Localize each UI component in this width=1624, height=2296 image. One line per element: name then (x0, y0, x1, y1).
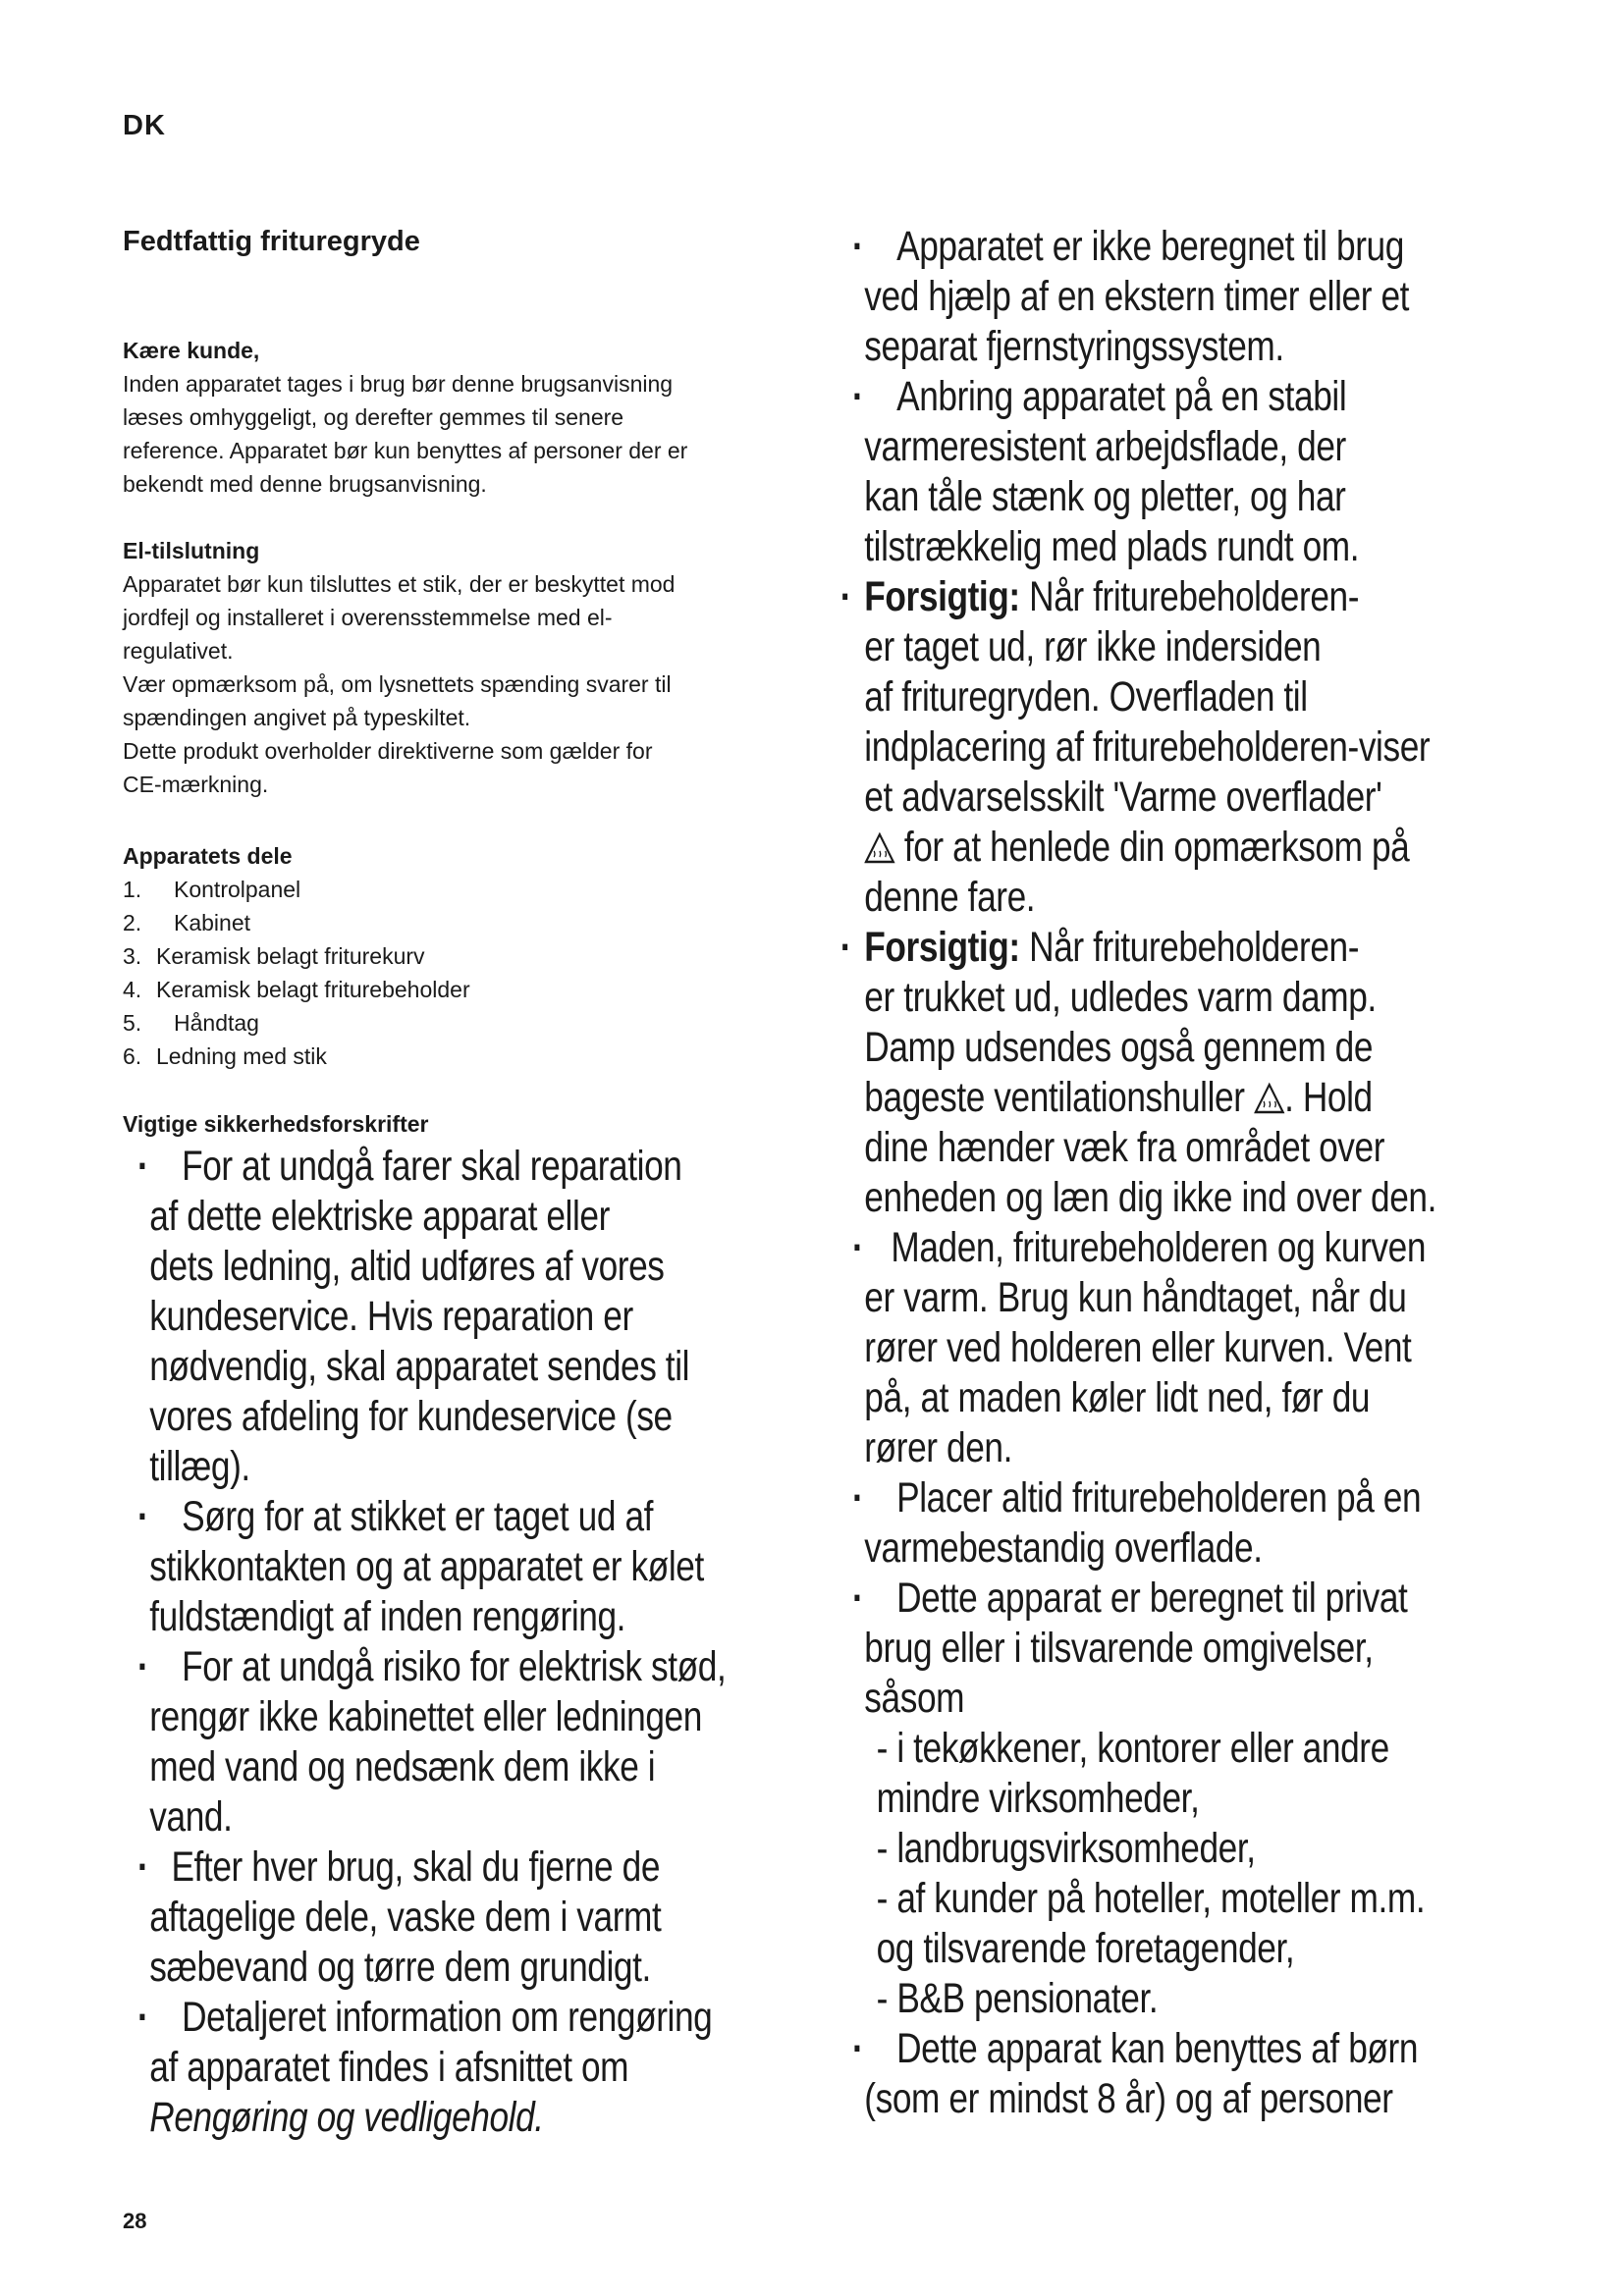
list-item (137, 1492, 862, 1642)
bullet-icon: · (852, 223, 864, 270)
document-title: Fedtfattig frituregryde (123, 226, 420, 257)
bullet-icon: · (852, 2025, 864, 2072)
right-bullet-text (839, 222, 1593, 2124)
list-item (123, 973, 771, 1006)
line: dets ledning, altid udføres af vores (149, 1243, 665, 1290)
sub-line: - af kunder på hoteller, moteller m.m. (876, 1875, 1426, 1922)
line: rengør ikke kabinettet eller ledningen (149, 1693, 702, 1740)
sub-line: mindre virksomheder, (876, 1775, 1200, 1822)
page-number: 28 (123, 2209, 147, 2233)
item-label: Ledning med stik (156, 1043, 327, 1069)
intro-heading: Kære kunde, (123, 338, 260, 363)
list-item (852, 372, 1593, 572)
item-label: Håndtag (174, 1010, 259, 1036)
line: vores afdeling for kundeservice (se (149, 1393, 673, 1440)
warning-hot-surface-icon (864, 831, 894, 865)
parts-heading: Apparatets dele (123, 843, 293, 869)
line: kan tåle stænk og pletter, og har (864, 473, 1346, 520)
bullet-icon: · (137, 1643, 149, 1690)
line: . Hold (1284, 1074, 1373, 1121)
line: tilstrækkelig med plads rundt om. (864, 523, 1360, 570)
list-item (852, 1473, 1593, 1574)
line: er taget ud, rør ikke indersiden (864, 623, 1322, 670)
item-label: Kontrolpanel (174, 877, 301, 902)
line: af apparatet findes i afsnittet om (149, 2044, 629, 2091)
line: For at undgå farer skal reparation (182, 1143, 682, 1190)
item-number: 1. (123, 877, 142, 902)
line: kundeservice. Hvis reparation er (149, 1293, 633, 1340)
list-item (852, 1223, 1593, 1473)
el-line: CE-mærkning. (123, 772, 269, 797)
line: Sørg for at stikket er taget ud af (182, 1493, 654, 1540)
list-item (137, 1842, 862, 1993)
bullet-icon: · (839, 573, 852, 620)
line: Når friturebeholderen- (1019, 573, 1360, 620)
line: såsom (864, 1675, 965, 1722)
line: dine hænder væk fra området over (864, 1124, 1385, 1171)
line: bageste ventilationshuller (864, 1074, 1254, 1121)
el-line: regulativet. (123, 638, 234, 664)
line: sæbevand og tørre dem grundigt. (149, 1944, 651, 1991)
line: indplacering af friturebeholderen-viser (864, 723, 1431, 771)
list-item (852, 2024, 1593, 2124)
line: fuldstændigt af inden rengøring. (149, 1593, 626, 1640)
line: vand. (149, 1793, 233, 1841)
item-label: Keramisk belagt friturekurv (156, 943, 425, 969)
item-number: 6. (123, 1043, 142, 1069)
item-label: Kabinet (174, 910, 251, 935)
right-bullet-column (839, 222, 1624, 2124)
intro-line: reference. Apparatet bør kun benyttes af personer der er (123, 438, 688, 463)
italic-reference: Rengøring og vedligehold. (149, 2094, 544, 2141)
line: af frituregryden. Overfladen til (864, 673, 1308, 721)
line: af dette elektriske apparat eller (149, 1193, 610, 1240)
sub-line: - B&B pensionater. (876, 1975, 1159, 2022)
el-heading: El-tilslutning (123, 538, 260, 563)
intro-line: bekendt med denne brugsanvisning. (123, 471, 487, 497)
line: Detaljeret information om rengøring (182, 1994, 713, 2041)
bullet-icon: · (852, 1224, 864, 1271)
line: tillæg). (149, 1443, 250, 1490)
warning-hot-surface-icon (1254, 1082, 1284, 1115)
el-line: Apparatet bør kun tilsluttes et stik, der er beskyttet mod (123, 571, 676, 597)
bullet-icon: · (852, 1474, 864, 1522)
intro-section (123, 334, 771, 501)
item-number: 3. (123, 943, 142, 969)
line: Når friturebeholderen- (1019, 924, 1360, 971)
line: er varm. Brug kun håndtaget, når du (864, 1274, 1407, 1321)
bullet-icon: · (137, 1143, 149, 1190)
list-item (123, 873, 771, 906)
line: denne fare. (864, 874, 1036, 921)
line: Dette apparat kan benyttes af børn (896, 2025, 1419, 2072)
line: for at henlede din opmærksom på (894, 824, 1410, 871)
el-section (123, 534, 771, 801)
safety-heading: Vigtige sikkerhedsforskrifter (123, 1111, 429, 1137)
line: varmebestandig overflade. (864, 1524, 1263, 1572)
line: er trukket ud, udledes varm damp. (864, 974, 1377, 1021)
line: enheden og læn dig ikke ind over den. (864, 1174, 1437, 1221)
line: brug eller i tilsvarende omgivelser, (864, 1625, 1374, 1672)
line: Maden, friturebeholderen og kurven (891, 1224, 1427, 1271)
parts-list (123, 873, 771, 1073)
line: (som er mindst 8 år) og af personer (864, 2075, 1393, 2122)
line: på, at maden køler lidt ned, før du (864, 1374, 1371, 1421)
line: aftagelige dele, vaske dem i varmt (149, 1894, 662, 1941)
list-item (123, 1040, 771, 1073)
line: Efter hver brug, skal du fjerne de (171, 1843, 661, 1891)
line: rører ved holderen eller kurven. Vent (864, 1324, 1412, 1371)
line: Dette apparat er beregnet til privat (896, 1575, 1408, 1622)
list-item (123, 939, 771, 973)
intro-line: læses omhyggeligt, og derefter gemmes til senere (123, 404, 624, 430)
list-item (123, 906, 771, 939)
intro-line: Inden apparatet tages i brug bør denne brugsanvisning (123, 371, 674, 397)
list-item (123, 1006, 771, 1040)
bullet-icon: · (137, 1493, 149, 1540)
line: For at undgå risiko for elektrisk stød, (182, 1643, 727, 1690)
sub-line: - i tekøkkener, kontorer eller andre (876, 1725, 1389, 1772)
item-number: 4. (123, 977, 142, 1002)
list-item (839, 923, 1593, 1223)
el-line: Dette produkt overholder direktiverne som gælder for (123, 738, 653, 764)
item-label: Keramisk belagt friturebeholder (156, 977, 470, 1002)
language-code: DK (123, 110, 166, 141)
line: rører den. (864, 1424, 1013, 1471)
line: separat fjernstyringssystem. (864, 323, 1284, 370)
item-number: 5. (123, 1010, 142, 1036)
list-item (137, 1993, 862, 2143)
bullet-icon: · (137, 1843, 149, 1891)
item-number: 2. (123, 910, 142, 935)
line: nødvendig, skal apparatet sendes til (149, 1343, 690, 1390)
line: varmeresistent arbejdsflade, der (864, 423, 1346, 470)
parts-section (123, 839, 771, 1073)
line: stikkontakten og at apparatet er kølet (149, 1543, 704, 1590)
el-line: spændingen angivet på typeskiltet. (123, 705, 471, 730)
bullet-icon: · (839, 924, 852, 971)
list-item (137, 1642, 862, 1842)
line: Anbring apparatet på en stabil (896, 373, 1347, 420)
sub-line: - landbrugsvirksomheder, (876, 1825, 1256, 1872)
line: et advarselsskilt 'Varme overflader' (864, 774, 1382, 821)
line: Damp udsendes også gennem de (864, 1024, 1374, 1071)
list-item (852, 222, 1593, 372)
line: ved hjælp af en ekstern timer eller et (864, 273, 1410, 320)
list-item (839, 572, 1593, 923)
line: med vand og nedsænk dem ikke i (149, 1743, 656, 1790)
left-bullet-text (137, 1142, 862, 2143)
line: Placer altid friturebeholderen på en (896, 1474, 1422, 1522)
el-line: Vær opmærksom på, om lysnettets spænding svarer til (123, 671, 672, 697)
bullet-icon: · (137, 1994, 149, 2041)
caution-label: Forsigtig: (864, 573, 1020, 620)
line: Apparatet er ikke beregnet til brug (896, 223, 1404, 270)
caution-label: Forsigtig: (864, 924, 1020, 971)
bullet-icon: · (852, 1575, 864, 1622)
el-line: jordfejl og installeret i overensstemmelse med el- (123, 605, 613, 630)
list-item (137, 1142, 862, 1492)
list-item (852, 1574, 1593, 2024)
bullet-icon: · (852, 373, 864, 420)
sub-line: og tilsvarende foretagender, (876, 1925, 1295, 1972)
